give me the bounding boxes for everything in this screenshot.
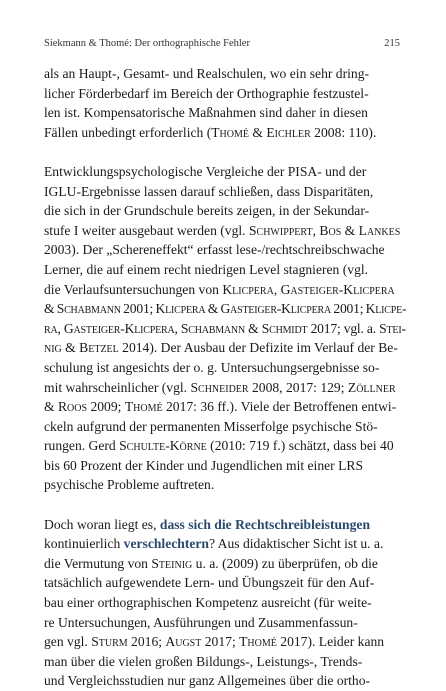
text-run: bau einer orthographischen Kompetenz ausreicht (für weite- <box>44 595 372 611</box>
text-run: 2009; <box>87 399 125 415</box>
text-run: rungen. Gerd <box>44 438 120 454</box>
text-line <box>44 652 406 672</box>
text-run: , <box>273 281 281 297</box>
text-line <box>44 613 406 633</box>
author-name: Eichler <box>266 124 311 140</box>
text-run: man über die vielen großen Bildungs-, Leistungs-, Trends- <box>44 653 363 669</box>
text-run: 2003). Der „Schereneffekt“ erfasst lese-/rechtschreibschwache <box>44 242 385 258</box>
author-name: nig <box>44 340 62 356</box>
author-name: Gasteiger-Klicpera <box>220 301 331 317</box>
text-run: kontinuierlich <box>44 536 124 552</box>
text-run: 2001; <box>120 301 156 317</box>
author-name: Schneider <box>190 379 249 395</box>
text-run: & <box>44 301 57 317</box>
text-run: 2008, 2017: 129; <box>248 379 348 395</box>
text-line <box>44 456 406 476</box>
author-name: Schabmann <box>56 301 121 317</box>
author-name: ra <box>44 320 58 336</box>
text-run: Lerner, die auf einem recht niedrigen Level stagnieren (vgl. <box>44 261 369 277</box>
text-line <box>44 84 406 104</box>
text-run: 2017). Leider kann <box>276 634 385 650</box>
text-line <box>44 515 406 535</box>
running-title: Siekmann & Thomé: Der orthographische Fehler <box>44 38 250 49</box>
text-run: u. a. (2009) zu überprüfen, ob die <box>192 555 378 571</box>
author-name: Thomé <box>239 634 277 650</box>
author-name: Sturm <box>91 634 128 650</box>
text-run: , <box>312 222 320 238</box>
text-run: Doch woran liegt es, <box>44 516 160 532</box>
text-run: , <box>174 320 181 336</box>
text-run: ? Aus didaktischer Sicht ist u. a. <box>208 536 384 552</box>
author-name: Schwippert <box>248 222 313 238</box>
author-name: Thomé <box>211 124 249 140</box>
text-run: die Vermutung von <box>44 555 152 571</box>
author-name: Lankes <box>358 222 401 238</box>
highlighted-phrase: verschlechtern <box>123 536 209 552</box>
author-name: Augst <box>165 634 202 650</box>
text-run: & <box>248 124 267 140</box>
text-line <box>44 397 406 417</box>
text-run: & <box>341 222 359 238</box>
author-name: Bos <box>319 222 342 238</box>
text-run: die sich in der Grundschule bereits zeigen, in der Sekundar- <box>44 203 370 219</box>
text-line <box>44 338 406 358</box>
text-line <box>44 417 406 437</box>
text-run: tatsächlich aufgewendete Lern- und Übungszeit für den Auf- <box>44 575 375 591</box>
text-line <box>44 378 406 398</box>
text-run: Entwicklungspsychologische Vergleiche der PISA- und der <box>44 163 367 179</box>
text-line <box>44 260 406 280</box>
paragraph <box>44 515 406 691</box>
text-line <box>44 240 406 260</box>
author-name: Zöllner <box>347 379 396 395</box>
text-line <box>44 436 406 456</box>
text-line <box>44 475 406 495</box>
text-run: (2010: 719 f.) schätzt, dass bei 40 <box>206 438 394 454</box>
text-run: stufe I weiter ausgebaut werden (vgl. <box>44 222 249 238</box>
text-run: & <box>244 320 262 336</box>
author-name: Roos <box>57 399 88 415</box>
text-line <box>44 632 406 652</box>
text-run: mit wahrscheinlicher (vgl. <box>44 379 191 395</box>
text-line <box>44 162 406 182</box>
text-line <box>44 593 406 613</box>
text-run: & <box>205 301 221 317</box>
text-run: 2017: 36 ff.). Viele der Betroffenen entwi- <box>162 399 397 415</box>
author-name: Schulte-Körne <box>119 438 207 454</box>
text-run: & <box>44 399 58 415</box>
text-run: Fällen unbedingt erforderlich ( <box>44 124 212 140</box>
text-run: bis 60 Prozent der Kinder und Jugendlichen mit einer LRS <box>44 457 364 473</box>
text-line <box>44 319 406 339</box>
text-run: 2017; <box>201 634 240 650</box>
text-run: die Verlaufsuntersuchungen von <box>44 281 223 297</box>
author-name: Klicpe- <box>365 301 407 317</box>
text-line <box>44 280 406 300</box>
text-line <box>44 299 406 319</box>
author-name: Schabmann <box>180 320 245 336</box>
text-line <box>44 182 406 202</box>
text-run: len ist. Kompensatorische Maßnahmen sind daher in diesen <box>44 105 368 121</box>
author-name: Klicpera <box>155 301 206 317</box>
author-name: Thomé <box>124 399 163 415</box>
text-run: 2017; vgl. a. <box>307 320 380 336</box>
text-line <box>44 554 406 574</box>
author-name: Klicpera <box>222 281 274 297</box>
author-name: Gasteiger-Klicpera <box>63 320 175 336</box>
running-header <box>44 38 400 49</box>
text-run: IGLU-Ergebnisse lassen darauf schließen, dass Disparitäten, <box>44 183 374 199</box>
text-run: 2008: 110). <box>310 124 377 140</box>
text-line <box>44 671 406 691</box>
text-run: als an Haupt-, Gesamt- und Realschulen, wo ein sehr dring- <box>44 66 370 81</box>
paragraph <box>44 64 406 142</box>
highlighted-phrase: dass sich die Rechtschreibleistungen <box>159 516 370 532</box>
text-line <box>44 221 406 241</box>
author-name: Steinig <box>151 555 193 571</box>
text-run: licher Förderbedarf im Bereich der Orthographie festzustel- <box>44 85 369 101</box>
text-line <box>44 103 406 123</box>
author-name: Stei- <box>379 320 406 336</box>
text-line <box>44 123 406 143</box>
body-text <box>44 64 406 691</box>
text-line <box>44 358 406 378</box>
text-run: , <box>57 320 64 336</box>
paragraph <box>44 162 406 495</box>
author-name: Gasteiger-Klicpera <box>280 281 395 297</box>
text-run: ckeln aufgrund der permanenten Misserfolge psychische Stö- <box>44 418 378 434</box>
text-run: und Vergleichsstudien nur ganz Allgemeines über die ortho- <box>44 673 371 689</box>
author-name: Schmidt <box>261 320 308 336</box>
text-run: re Untersuchungen, Ausführungen und Zusammenfassun- <box>44 614 358 630</box>
text-run: 2001; <box>331 301 366 317</box>
text-line <box>44 64 406 84</box>
author-name: Betzel <box>79 340 119 356</box>
text-run: gen vgl. <box>44 634 92 650</box>
text-run: psychische Probleme auftreten. <box>44 477 215 493</box>
text-run: schulung ist angesichts der o. g. Untersuchungsergebnisse so- <box>44 359 380 375</box>
text-line <box>44 573 406 593</box>
text-line <box>44 201 406 221</box>
text-run: 2014). Der Ausbau der Defizite im Verlauf der Be- <box>118 340 398 356</box>
text-line <box>44 534 406 554</box>
text-run: & <box>61 340 80 356</box>
page-number: 215 <box>384 38 400 49</box>
text-run: 2016; <box>127 634 166 650</box>
